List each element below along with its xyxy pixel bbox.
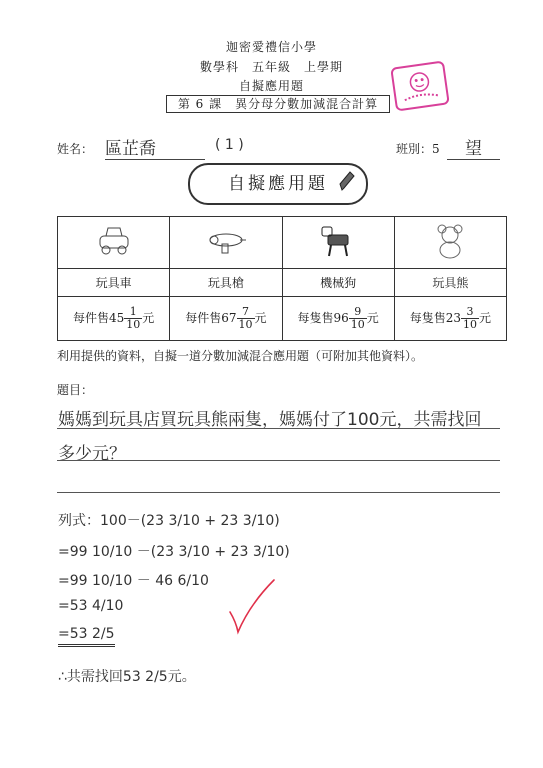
ruled-line (57, 492, 500, 493)
teddy-bear-icon (432, 223, 468, 259)
instruction-text: 利用提供的資料，自擬一道分數加減混合應用題（可附加其他資料）。 (57, 349, 424, 363)
toy-car-icon (94, 224, 134, 258)
product-price: 每隻售96 $\frac{9}{10}$ 元 (282, 297, 394, 341)
check-mark-icon (228, 578, 278, 640)
ruled-line (57, 428, 500, 429)
robot-dog-cell (282, 217, 394, 269)
banner-text: 自擬應用題 (228, 174, 328, 194)
student-number: ( 1 ) (215, 137, 244, 153)
product-name: 玩具車 (58, 269, 170, 297)
product-price: 每隻售23 $\frac{3}{10}$ 元 (394, 297, 506, 341)
school-name: 迦密愛禮信小學 (225, 40, 317, 54)
name-value: 區芷喬 (105, 134, 205, 160)
product-table (57, 216, 507, 341)
question-line-2: 多少元？ (58, 444, 126, 464)
product-name: 機械狗 (282, 269, 394, 297)
answer-line: ∴共需找回53 2/5元。 (58, 669, 196, 685)
working-line-3: =99 10/10 － 46 6/10 (58, 573, 209, 589)
question-label: 題目： (57, 383, 94, 397)
name-label: 姓名： (57, 142, 94, 156)
product-price: 每件售67 $\frac{7}{10}$ 元 (170, 297, 282, 341)
ruled-line (57, 460, 500, 461)
teacher-stamp-icon (390, 60, 450, 111)
toy-gun-cell (170, 217, 282, 269)
question-line-1: 媽媽到玩具店買玩具熊兩隻，媽媽付了100元，共需找回 (58, 410, 482, 430)
product-price: 每件售45 $\frac{1}{10}$ 元 (58, 297, 170, 341)
working-line-4: =53 4/10 (58, 598, 124, 614)
working-line-2: =99 10/10 －(23 3/10 + 23 3/10) (58, 544, 290, 560)
working-line-5: =53 2/5 (58, 626, 115, 647)
toy-car-cell (58, 217, 170, 269)
class-label: 班別：5 (396, 142, 440, 156)
working-line-1: 列式：100－(23 3/10 + 23 3/10) (58, 513, 280, 529)
product-name: 玩具槍 (170, 269, 282, 297)
subject-line: 數學科 五年級 上學期 (199, 60, 343, 74)
lesson-title: 第 6 課 異分母分數加減混合計算 (166, 95, 390, 113)
robot-dog-icon (318, 223, 358, 259)
product-name: 玩具熊 (394, 269, 506, 297)
worksheet-title: 自擬應用題 (238, 79, 304, 93)
teddy-bear-cell (394, 217, 506, 269)
pencil-icon (338, 170, 356, 196)
class-value: 望 (447, 134, 500, 160)
toy-gun-icon (204, 226, 248, 256)
